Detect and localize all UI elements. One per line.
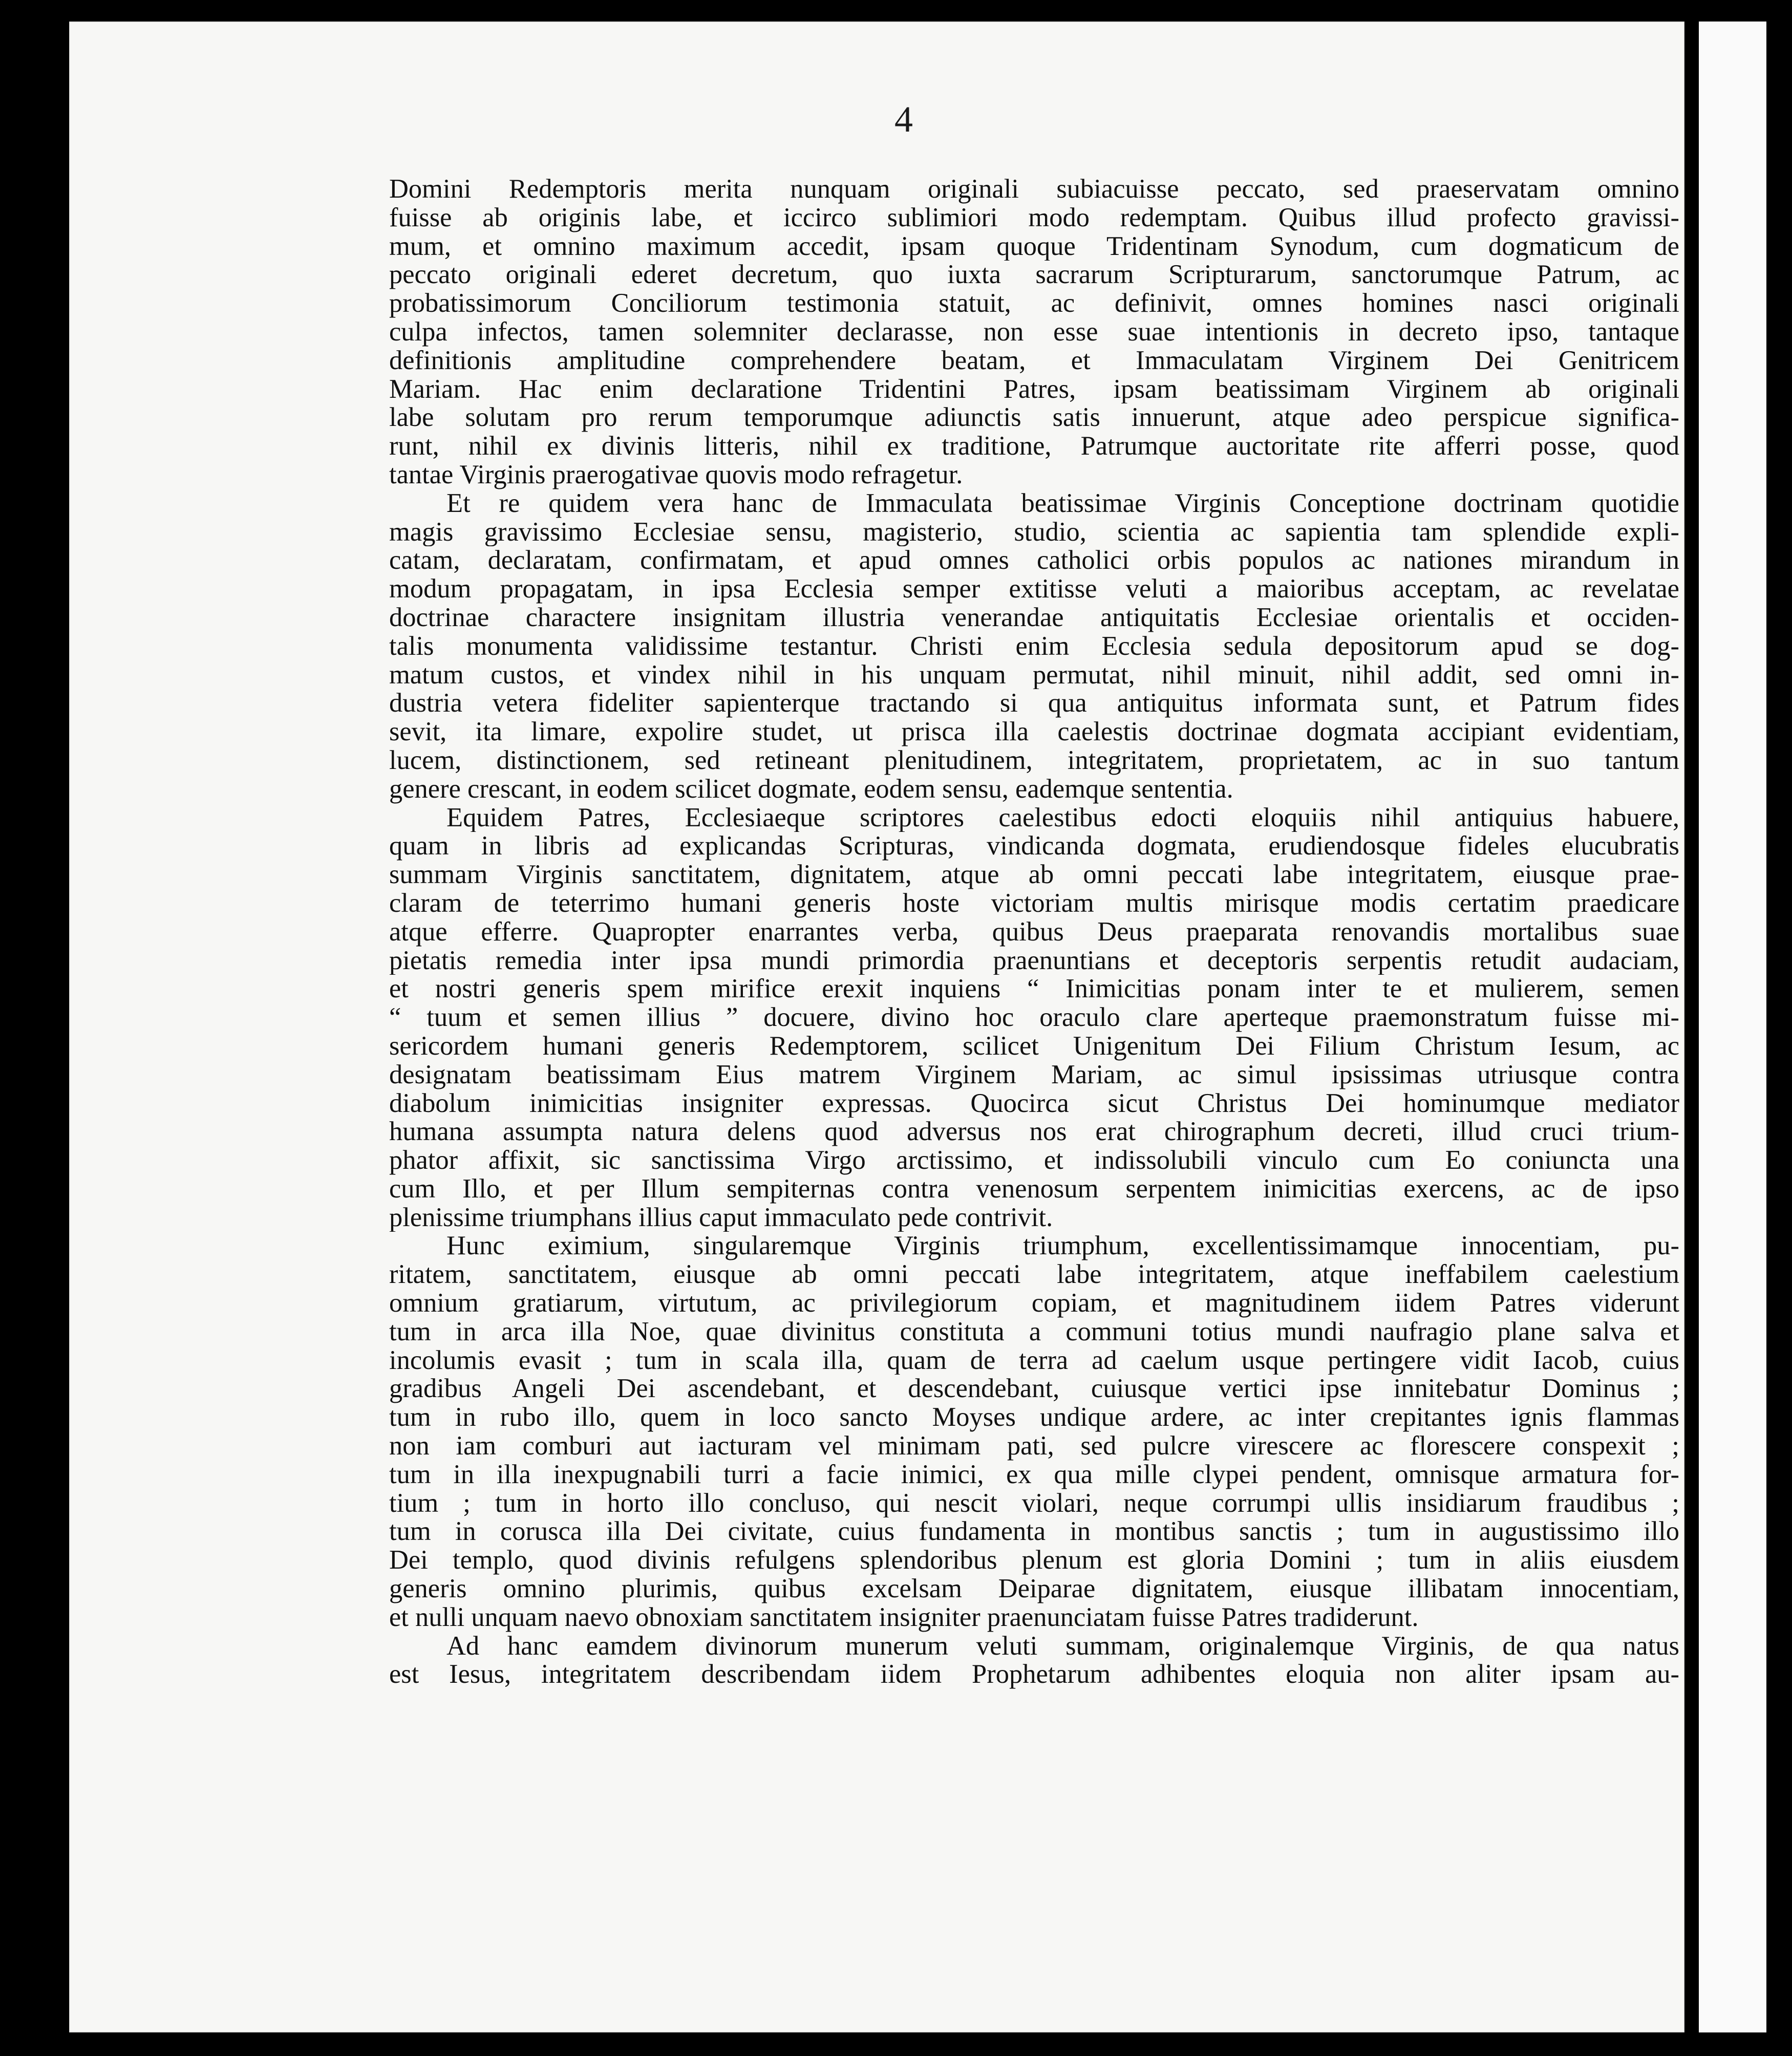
text-line: Equidem Patres, Ecclesiaeque scriptores caelestibus edocti eloquiis nihil antiquius habuere,	[446, 803, 1679, 832]
text-line: plenissime triumphans illius caput immaculato pede contrivit.	[389, 1203, 1053, 1232]
text-line: matum custos, et vindex nihil in his unquam permutat, nihil minuit, nihil addit, sed omni in-	[389, 660, 1679, 690]
text-line: ritatem, sanctitatem, eiusque ab omni peccati labe integritatem, atque ineffabilem caelestium	[389, 1260, 1679, 1290]
text-line: fuisse ab originis labe, et iccirco sublimiori modo redemptam. Quibus illud profecto gravissi-	[389, 203, 1679, 232]
text-line: generis omnino plurimis, quibus excelsam Deiparae dignitatem, eiusque illibatam innocentiam,	[389, 1575, 1679, 1603]
scan-border-top	[0, 0, 1792, 20]
paragraph-3	[389, 804, 1679, 1232]
text-line: sevit, ita limare, expolire studet, ut prisca illa caelestis doctrinae dogmata accipiant evidentiam,	[389, 718, 1679, 746]
text-line: humana assumpta natura delens quod adversus nos erat chirographum decreti, illud cruci trium-	[389, 1118, 1679, 1147]
text-line: est Iesus, integritatem describendam iidem Prophetarum adhibentes eloquia non aliter ipsam au-	[389, 1660, 1679, 1689]
text-line: quam in libris ad explicandas Scripturas, vindicanda dogmata, erudiendosque fideles elucubratis	[389, 832, 1679, 861]
text-line: gradibus Angeli Dei ascendebant, et descendebant, cuiusque vertici ipse innitebatur Dominus ;	[389, 1375, 1679, 1404]
text-line: claram de teterrimo humani generis hoste victoriam multis mirisque modis certatim praedicare	[389, 889, 1679, 918]
text-line: culpa infectos, tamen solemniter declarasse, non esse suae intentionis in decreto ipso, tantaque	[389, 317, 1679, 347]
text-line: dustria vetera fideliter sapienterque tractando si qua antiquitus informata sunt, et Patrum fides	[389, 689, 1679, 718]
text-line: atque efferre. Quapropter enarrantes verba, quibus Deus praeparata renovandis mortalibus suae	[389, 917, 1679, 947]
text-line: Hunc eximium, singularemque Virginis triumphum, excellentissimamque innocentiam, pu-	[446, 1232, 1679, 1261]
text-line: definitionis amplitudine comprehendere beatam, et Immaculatam Virginem Dei Genitricem	[389, 346, 1679, 375]
text-line: Domini Redemptoris merita nunquam originali subiacuisse peccato, sed praeservatam omnino	[389, 175, 1679, 204]
text-line: catam, declaratam, confirmatam, et apud omnes catholici orbis populos ac nationes mirandum in	[389, 546, 1679, 575]
text-line: cum Illo, et per Illum sempiternas contra venenosum serpentem inimicitias exercens, ac de ipso	[389, 1174, 1679, 1204]
text-line: magis gravissimo Ecclesiae sensu, magisterio, studio, scientia ac sapientia tam splendide expli-	[389, 518, 1679, 547]
paragraph-1	[389, 175, 1679, 489]
text-line: Et re quidem vera hanc de Immaculata beatissimae Virginis Conceptione doctrinam quotidie	[446, 489, 1679, 518]
text-line: Mariam. Hac enim declaratione Tridentini Patres, ipsam beatissimam Virginem ab originali	[389, 375, 1679, 404]
text-line: tum in corusca illa Dei civitate, cuius fundamenta in montibus sanctis ; tum in augustissimo illo	[389, 1517, 1679, 1547]
text-line: sericordem humani generis Redemptorem, scilicet Unigenitum Dei Filium Christum Iesum, ac	[389, 1032, 1679, 1061]
text-line: Ad hanc eamdem divinorum munerum veluti summam, originalemque Virginis, de qua natus	[446, 1632, 1679, 1661]
text-line: tum in rubo illo, quem in loco sancto Moyses undique ardere, ac inter crepitantes ignis flammas	[389, 1403, 1679, 1432]
text-line: tum in arca illa Noe, quae divinitus constituta a communi totius mundi naufragio plane salva et	[389, 1317, 1679, 1346]
text-line: phator affixit, sic sanctissima Virgo arctissimo, et indissolubili vinculo cum Eo coniuncta una	[389, 1146, 1679, 1175]
text-line: et nostri generis spem mirifice erexit inquiens “ Inimicitias ponam inter te et mulierem, semen	[389, 975, 1679, 1004]
text-line: labe solutam pro rerum temporumque adiunctis satis innuerunt, atque adeo perspicue significa-	[389, 403, 1679, 433]
body-text	[389, 175, 1679, 1689]
text-line: talis monumenta validissime testantur. Christi enim Ecclesia sedula depositorum apud se dog-	[389, 632, 1679, 661]
paragraph-4	[389, 1232, 1679, 1632]
text-line: pietatis remedia inter ipsa mundi primordia praenuntians et deceptoris serpentis retudit audaciam,	[389, 946, 1679, 975]
text-line: runt, nihil ex divinis litteris, nihil ex traditione, Patrumque auctoritate rite afferri posse, quod	[389, 432, 1679, 461]
text-line: “ tuum et semen illius ” docuere, divino hoc oraculo clare aperteque praemonstratum fuisse mi-	[389, 1003, 1679, 1032]
text-line: diabolum inimicitias insigniter expressas. Quocirca sicut Christus Dei hominumque mediator	[389, 1089, 1679, 1118]
text-line: et nulli unquam naevo obnoxiam sanctitatem insigniter praenunciatam fuisse Patres tradiderunt.	[389, 1603, 1419, 1632]
paragraph-2	[389, 489, 1679, 804]
adjacent-page-edge	[1699, 22, 1766, 2032]
text-line: tantae Virginis praerogativae quovis modo refragetur.	[389, 460, 963, 489]
text-line: doctrinae charactere insignitam illustria venerandae antiquitatis Ecclesiae orientalis et occiden-	[389, 603, 1679, 632]
text-line: lucem, distinctionem, sed retineant plenitudinem, integritatem, proprietatem, ac in suo tantum	[389, 746, 1679, 775]
text-line: non iam comburi aut iacturam vel minimam pati, sed pulcre virescere ac florescere conspexit ;	[389, 1432, 1679, 1461]
text-line: incolumis evasit ; tum in scala illa, quam de terra ad caelum usque pertingere vidit Iacob, cuius	[389, 1346, 1679, 1375]
text-line: designatam beatissimam Eius matrem Virginem Mariam, ac simul ipsissimas utriusque contra	[389, 1060, 1679, 1089]
text-line: modum propagatam, in ipsa Ecclesia semper extitisse veluti a maioribus acceptam, ac revelatae	[389, 575, 1679, 604]
text-line: peccato originali ederet decretum, quo iuxta sacrarum Scripturarum, sanctorumque Patrum, ac	[389, 261, 1679, 290]
text-line: tum in illa inexpugnabili turri a facie inimici, ex qua mille clypei pendent, omnisque armatura for-	[389, 1460, 1679, 1489]
document-page	[69, 22, 1684, 2032]
text-line: tium ; tum in horto illo concluso, qui nescit violari, neque corrumpi ullis insidiarum fraudibus ;	[389, 1489, 1679, 1518]
text-line: mum, et omnino maximum accedit, ipsam quoque Tridentinam Synodum, cum dogmaticum de	[389, 232, 1679, 261]
page-number: 4	[894, 99, 913, 140]
paragraph-5	[389, 1632, 1679, 1689]
text-line: Dei templo, quod divinis refulgens splendoribus plenum est gloria Domini ; tum in aliis eiusdem	[389, 1546, 1679, 1575]
text-line: omnium gratiarum, virtutum, ac privilegiorum copiam, et magnitudinem iidem Patres viderunt	[389, 1289, 1679, 1318]
text-line: genere crescant, in eodem scilicet dogmate, eodem sensu, eademque sententia.	[389, 775, 1233, 804]
text-line: probatissimorum Conciliorum testimonia statuit, ac definivit, omnes homines nasci originali	[389, 289, 1679, 318]
text-line: summam Virginis sanctitatem, dignitatem, atque ab omni peccati labe integritatem, eiusque prae-	[389, 861, 1679, 889]
